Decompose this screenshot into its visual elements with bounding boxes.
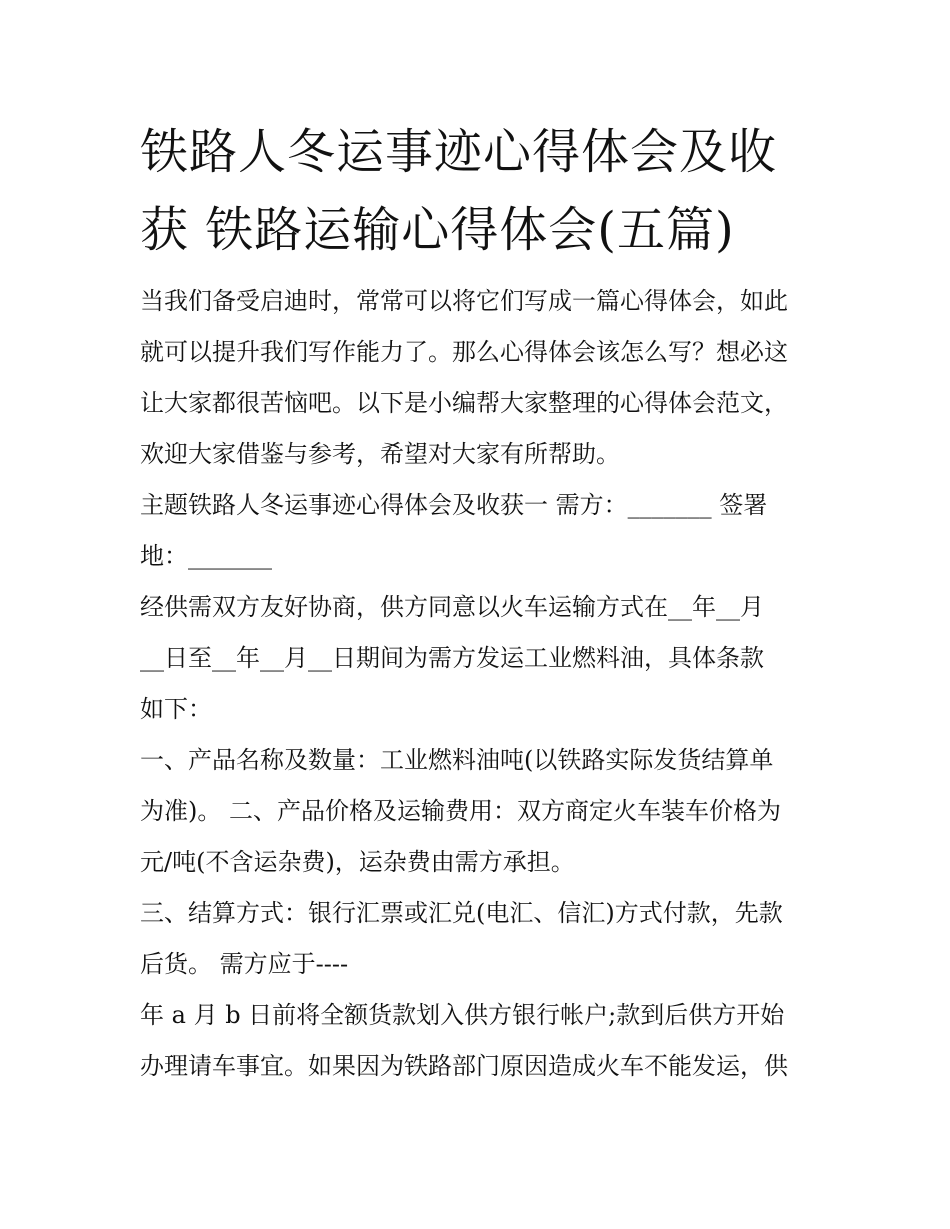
document-body — [140, 276, 820, 1092]
body-line: 让大家都很苦恼吧。以下是小编帮大家整理的心得体会范文， — [140, 389, 788, 417]
document-title — [140, 113, 820, 269]
body-line: 元/吨(不含运杂费)，运杂费由需方承担。 — [140, 848, 575, 876]
body-line: 经供需双方友好协商，供方同意以火车运输方式在__年__月 — [140, 593, 764, 621]
body-line: 一、产品名称及数量：工业燃料油吨(以铁路实际发货结算单 — [140, 746, 774, 774]
body-line: 年 a 月 b 日前将全额货款划入供方银行帐户;款到后供方开始 — [140, 1001, 785, 1029]
body-line: 欢迎大家借鉴与参考，希望对大家有所帮助。 — [140, 440, 620, 468]
title-line-2: 获 铁路运输心得体会(五篇) — [140, 202, 735, 258]
body-line: 为准)。 二、产品价格及运输费用：双方商定火车装车价格为 — [140, 797, 781, 825]
body-line: 当我们备受启迪时，常常可以将它们写成一篇心得体会，如此 — [140, 287, 788, 315]
body-line: 如下： — [140, 695, 212, 723]
body-line: 地：_______ — [140, 542, 272, 570]
title-line-1: 铁路人冬运事迹心得体会及收 — [140, 124, 778, 180]
body-line: 后货。 需方应于---- — [140, 950, 349, 978]
body-line: 三、结算方式：银行汇票或汇兑(电汇、信汇)方式付款，先款 — [140, 899, 783, 927]
body-line: 就可以提升我们写作能力了。那么心得体会该怎么写？想必这 — [140, 338, 788, 366]
body-line: 主题铁路人冬运事迹心得体会及收获一 需方：_______ 签署 — [140, 491, 768, 519]
body-line: 办理请车事宜。如果因为铁路部门原因造成火车不能发运，供 — [140, 1052, 788, 1080]
body-line: __日至__年__月__日期间为需方发运工业燃料油，具体条款 — [140, 644, 764, 672]
